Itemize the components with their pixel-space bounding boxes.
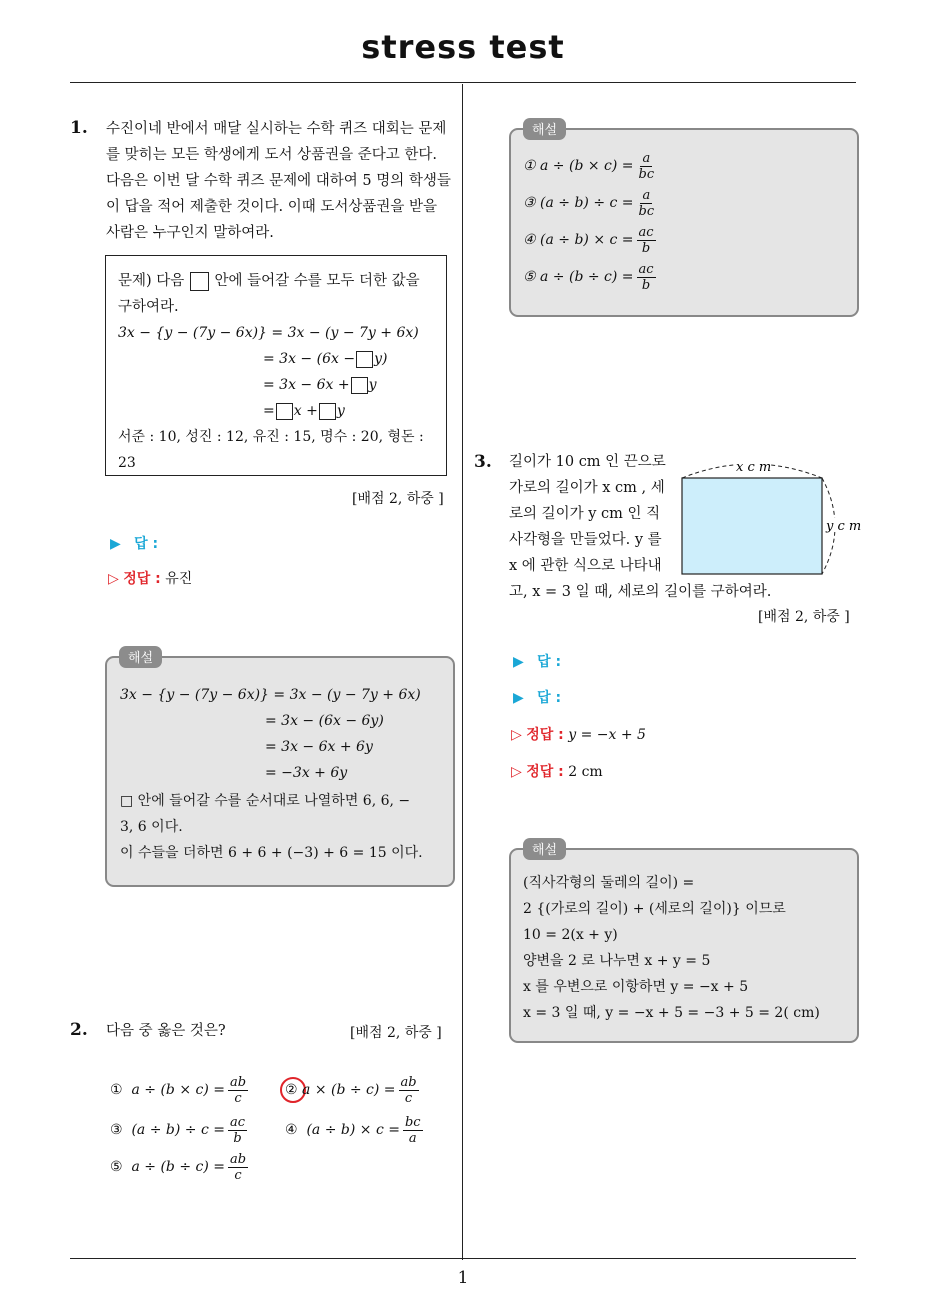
q1-students-line: 23 <box>118 455 136 471</box>
fraction <box>228 1115 247 1146</box>
q3-solution-line: x 를 우변으로 이항하면 y = −x + 5 <box>523 979 749 995</box>
q3-text-line: 길이가 10 cm 인 끈으로 <box>509 454 666 470</box>
option-label: ② <box>285 1082 298 1098</box>
q1-answer-row <box>110 532 158 556</box>
q2-solution-line <box>523 148 656 184</box>
solution-expr: ③ (a ÷ b) ÷ c = <box>523 195 634 211</box>
q1-text-line: 사람은 누구인지 말하여라. <box>106 225 274 241</box>
q1-problem-line2: 구하여라. <box>118 299 179 315</box>
q1-eq-part: y) <box>374 351 388 367</box>
answer-label: 답 : <box>134 536 159 552</box>
fraction <box>637 188 657 219</box>
q3-solution-line: 2 {(가로의 길이) + (세로의 길이)} 이므로 <box>523 901 786 917</box>
blank-box <box>190 272 209 291</box>
q1-eq-part: y <box>336 403 345 419</box>
footer-rule <box>70 1258 856 1259</box>
q1-text-line: 를 맞히는 모든 학생에게 도서 상품권을 준다고 한다. <box>106 147 438 163</box>
q1-eq-part: x + <box>293 403 318 419</box>
q3-text-line: 사각형을 만들었다. y 를 <box>509 532 662 548</box>
q2-solution-line <box>523 259 656 295</box>
fraction <box>637 151 657 182</box>
column-divider <box>462 84 463 1260</box>
solution-expr: ⑤ a ÷ (b ÷ c) = <box>523 269 634 285</box>
q3-solution-box <box>509 843 859 1043</box>
q3-correct-row-2 <box>511 760 603 784</box>
q1-equation-line <box>263 372 377 398</box>
numerator: ab <box>229 1151 247 1167</box>
q3-text-line: 로의 길이가 y cm 인 직 <box>509 506 661 522</box>
q2-meta: [배점 2, 하중 ] <box>350 1025 442 1041</box>
q1-solution-line: = −3x + 6y <box>265 765 348 781</box>
option-label: ④ <box>285 1122 298 1138</box>
solution-tag: 해설 <box>523 118 566 140</box>
solution-expr: ① a ÷ (b × c) = <box>523 158 634 174</box>
option-expr: a ÷ (b × c) = <box>131 1082 225 1098</box>
option-expr: a ÷ (b ÷ c) = <box>131 1159 225 1175</box>
q1-solution-line: □ 안에 들어갈 수를 순서대로 나열하면 6, 6, − <box>120 793 411 809</box>
width-label: x c m <box>736 460 772 475</box>
q1-text-line: 다음은 이번 달 수학 퀴즈 문제에 대하여 5 명의 학생들 <box>106 173 451 189</box>
q2-option-2[interactable] <box>285 1072 419 1108</box>
rectangle <box>682 478 822 574</box>
option-label: ③ <box>110 1122 123 1138</box>
triangle-icon: ▷ <box>511 727 522 743</box>
q1-solution-line: 3, 6 이다. <box>120 819 183 835</box>
rectangle-figure <box>676 456 866 582</box>
q1-number: 1. <box>70 118 88 138</box>
q1-problem-box <box>105 255 447 476</box>
q1-eq-part: = 3x − 6x + <box>263 377 350 393</box>
q1-text <box>106 116 456 246</box>
option-expr: (a ÷ b) ÷ c = <box>131 1122 225 1138</box>
denominator: bc <box>638 166 655 182</box>
solution-tag: 해설 <box>523 838 566 860</box>
q2-option-3[interactable] <box>110 1112 247 1148</box>
numerator: bc <box>404 1114 421 1130</box>
numerator: ac <box>638 224 654 240</box>
q1-solution-line: = 3x − (6x − 6y) <box>265 713 384 729</box>
height-label: y c m <box>826 519 862 534</box>
q3-answer-row-1 <box>513 650 561 674</box>
blank-box <box>351 377 368 394</box>
blank-box <box>276 403 293 420</box>
q1-solution-line: 이 수들을 더하면 6 + 6 + (−3) + 6 = 15 이다. <box>120 845 423 861</box>
play-icon: ▶ <box>513 690 524 706</box>
numerator: ab <box>400 1074 417 1090</box>
solution-tag: 해설 <box>119 646 162 668</box>
numerator: ac <box>229 1114 246 1130</box>
answer-label: 답 : <box>537 654 562 670</box>
play-icon: ▶ <box>513 654 524 670</box>
denominator: b <box>641 277 651 293</box>
q1-equation-line <box>263 346 387 372</box>
q3-answer-row-2 <box>513 686 561 710</box>
fraction <box>637 225 656 256</box>
q1-problem-prefix: 문제) 다음 <box>118 273 185 289</box>
blank-box <box>319 403 336 420</box>
q3-solution-line: (직사각형의 둘레의 길이) = <box>523 875 695 891</box>
fraction <box>637 262 656 293</box>
q1-text-line: 이 답을 적어 제출한 것이다. 이때 도서상품권을 받을 <box>106 199 438 215</box>
fraction <box>228 1152 248 1183</box>
q1-meta: [배점 2, 하중 ] <box>352 491 444 507</box>
q1-students-line: 서준 : 10, 성진 : 12, 유진 : 15, 명수 : 20, 형돈 : <box>118 429 424 445</box>
q3-meta: [배점 2, 하중 ] <box>758 609 850 625</box>
denominator: bc <box>638 203 655 219</box>
q2-option-5[interactable] <box>110 1149 248 1185</box>
q2-solution-line <box>523 185 656 221</box>
play-icon: ▶ <box>110 536 121 552</box>
option-label: ⑤ <box>110 1159 123 1175</box>
solution-expr: ④ (a ÷ b) × c = <box>523 232 634 248</box>
q3-number: 3. <box>474 452 492 472</box>
denominator: b <box>233 1130 242 1146</box>
q3-text-line: 가로의 길이가 x cm , 세 <box>509 480 665 496</box>
q3-solution-line: x = 3 일 때, y = −x + 5 = −3 + 5 = 2( cm) <box>523 1005 820 1021</box>
denominator: c <box>404 1090 413 1106</box>
answer-label: 답 : <box>537 690 562 706</box>
option-label: ① <box>110 1082 123 1098</box>
q1-equation-line <box>263 398 345 424</box>
denominator: c <box>234 1167 242 1183</box>
denominator: b <box>641 240 651 256</box>
triangle-icon: ▷ <box>108 571 119 587</box>
q2-solution-line <box>523 222 656 258</box>
numerator: ab <box>229 1074 247 1090</box>
q1-equation-line: 3x − {y − (7y − 6x)} = 3x − (y − 7y + 6x) <box>118 325 419 341</box>
numerator: ac <box>638 261 654 277</box>
q3-solution-line: 양변을 2 로 나누면 x + y = 5 <box>523 953 711 969</box>
q2-text: 다음 중 옳은 것은? <box>106 1023 226 1039</box>
q1-solution-line: 3x − {y − (7y − 6x)} = 3x − (y − 7y + 6x) <box>120 687 421 703</box>
blank-box <box>356 351 373 368</box>
numerator: a <box>642 187 651 203</box>
q3-correct-row-1 <box>511 723 646 747</box>
q3-text-line: x 에 관한 식으로 나타내 <box>509 558 662 574</box>
correct-label: 정답 : <box>526 727 564 743</box>
correct-value: 유진 <box>165 571 193 587</box>
correct-value: 2 cm <box>568 764 603 780</box>
q2-number: 2. <box>70 1020 88 1040</box>
page-number: 1 <box>457 1268 469 1288</box>
correct-value: y = −x + 5 <box>568 727 646 743</box>
q3-text-line: 고, x = 3 일 때, 세로의 길이를 구하여라. <box>509 584 772 600</box>
option-expr: a × (b ÷ c) = <box>302 1082 396 1098</box>
q2-solution-box <box>509 123 859 317</box>
denominator: a <box>408 1130 417 1146</box>
q1-solution-box <box>105 651 455 887</box>
q1-eq-part: y <box>368 377 377 393</box>
fraction <box>228 1075 248 1106</box>
denominator: c <box>234 1090 242 1106</box>
q1-problem-suffix: 안에 들어갈 수를 모두 더한 값을 <box>214 273 420 289</box>
q1-text-line: 수진이네 반에서 매달 실시하는 수학 퀴즈 대회는 문제 <box>106 121 447 137</box>
header-rule <box>70 82 856 83</box>
q2-option-4[interactable] <box>285 1112 423 1148</box>
fraction <box>399 1075 419 1106</box>
correct-label: 정답 : <box>123 571 161 587</box>
triangle-icon: ▷ <box>511 764 522 780</box>
q1-eq-part: = 3x − (6x − <box>263 351 356 367</box>
fraction <box>403 1115 423 1146</box>
page-title: stress test <box>361 28 565 66</box>
numerator: a <box>642 150 651 166</box>
q1-eq-part: = <box>263 403 275 419</box>
q3-solution-line: 10 = 2(x + y) <box>523 927 618 943</box>
q1-problem-line <box>118 268 420 294</box>
q1-solution-line: = 3x − 6x + 6y <box>265 739 373 755</box>
q1-correct-row <box>108 567 192 591</box>
option-expr: (a ÷ b) × c = <box>306 1122 400 1138</box>
q2-option-1[interactable] <box>110 1072 248 1108</box>
correct-label: 정답 : <box>526 764 564 780</box>
